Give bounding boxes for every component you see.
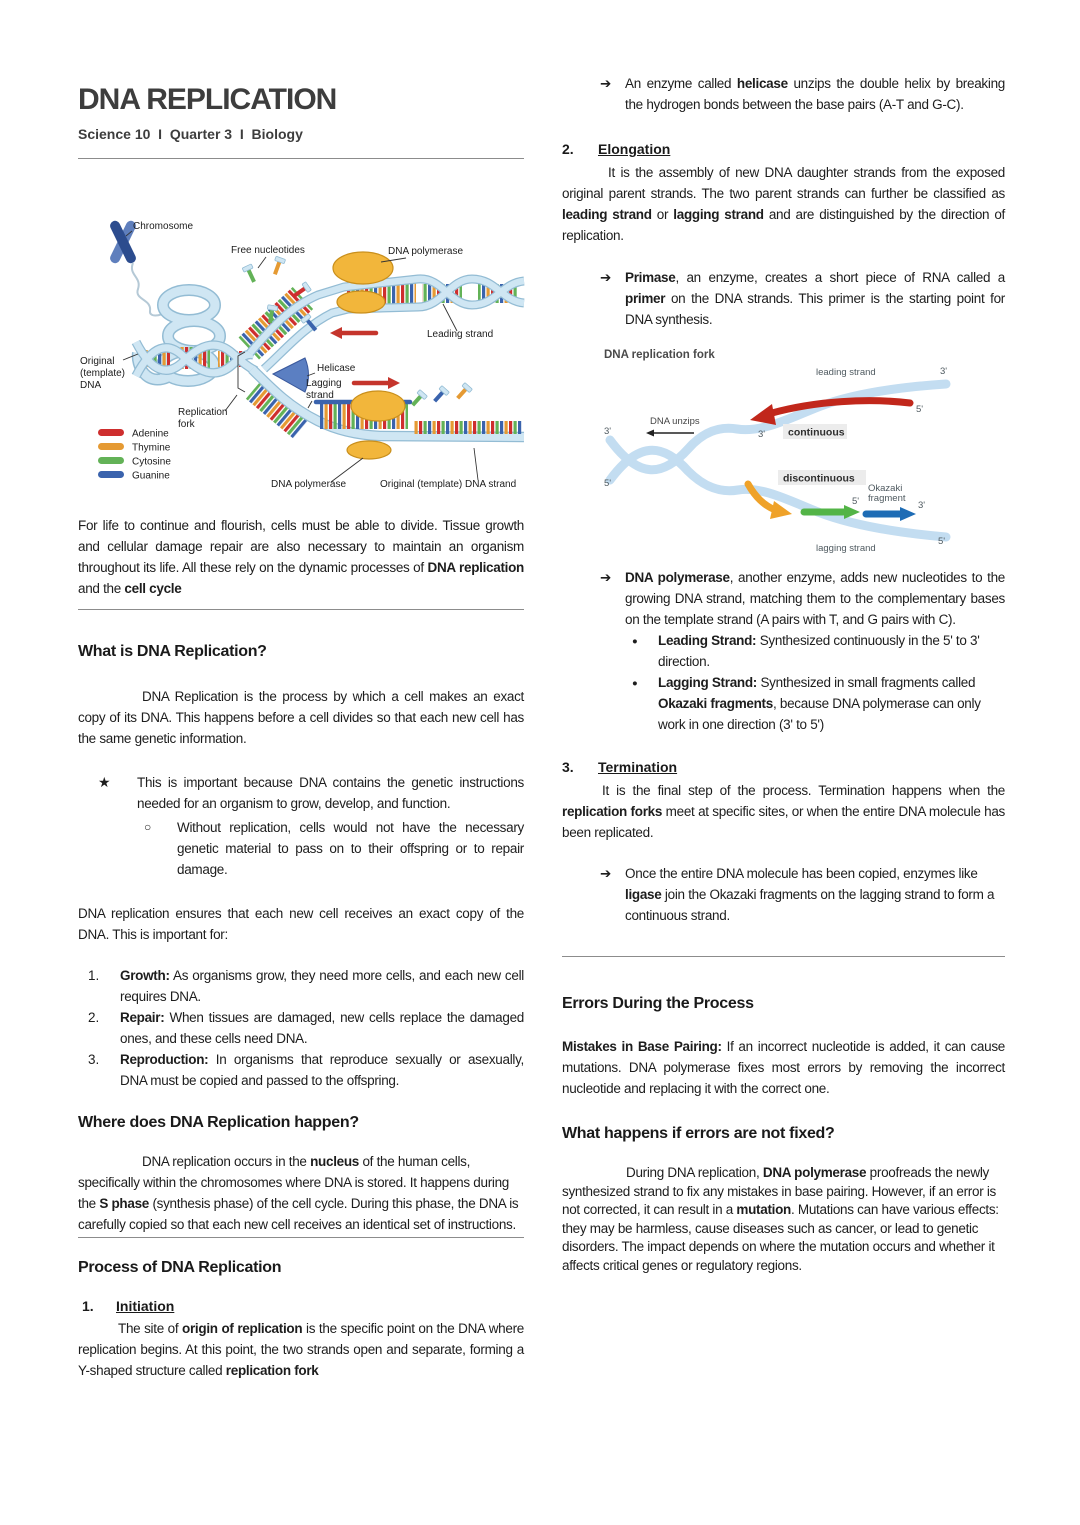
- leading-strand-branch: [239, 252, 524, 369]
- prime-label: 5': [604, 478, 612, 489]
- star-icon: ★: [98, 774, 111, 790]
- schematic-title: DNA replication fork: [604, 349, 715, 361]
- svg-text:fork: fork: [178, 419, 195, 430]
- left-column: [78, 0, 524, 1381]
- arrow-icon: ➔: [600, 76, 612, 91]
- direction-arrow-left: [330, 327, 376, 339]
- step-title: Elongation: [598, 141, 671, 157]
- prime-label: 3': [918, 500, 926, 511]
- prime-label: 5': [916, 404, 924, 415]
- dna-unzips-annotation: [646, 416, 700, 437]
- final-paragraph: During DNA replication, DNA polymerase proofreads the newly synthesized strand to fix any mistakes in base pairing. However, if an error is not corrected, it can result in a mutation. Mutations can have various effects: they may be harmless, cause diseases such as cancer, or lead to genetic disorders. The impact depends on where the mutation occurs and whether it affects critical genes or regulatory regions.: [562, 1165, 999, 1273]
- continuous-label: continuous: [788, 426, 845, 439]
- right-column: [562, 0, 1005, 1275]
- step-number: 3.: [562, 759, 574, 775]
- free-nucleotide: [409, 390, 427, 409]
- svg-text:fragment: fragment: [868, 493, 906, 504]
- dna-replication-illustration: [76, 205, 526, 497]
- numbered-item: 3. Reproduction: In organisms that reproduce sexually or asexually, DNA must be copied and passed to the offspring.: [78, 1049, 524, 1091]
- step-heading-termination: [562, 757, 1005, 777]
- pointer-line: [258, 257, 266, 268]
- original-strand-label: Original (template) DNA strand: [380, 479, 517, 490]
- svg-text:DNA: DNA: [80, 380, 102, 391]
- replication-fork-schematic: [600, 344, 1010, 559]
- lagging-strand-label: Lagging: [306, 378, 342, 389]
- dot-bullet-lagging: ● Lagging Strand: Synthesized in small fragments called Okazaki fragments, because DNA polymerase can only work in one direction (3' to 5'): [562, 672, 1005, 735]
- svg-text:Adenine: Adenine: [132, 428, 169, 440]
- circle-sub-bullet: ○ Without replication, cells would not have the necessary genetic material to pass on to their offspring or to repair damage.: [78, 817, 524, 880]
- leading-strand-label: leading strand: [816, 367, 876, 378]
- step-title: Termination: [598, 759, 678, 775]
- section-heading-notfixed: What happens if errors are not fixed?: [562, 1125, 835, 1142]
- page-subtitle: Science 10 I Quarter 3 I Biology: [78, 126, 303, 142]
- legend-chip-thymine: [98, 443, 124, 450]
- prime-label: 5': [938, 536, 946, 547]
- legend-chip-guanine: [98, 471, 124, 478]
- legend-chip-cytosine: [98, 457, 124, 464]
- section-heading-where: Where does DNA Replication happen?: [78, 1114, 359, 1131]
- dna-polymerase-blob-bottom: [351, 391, 405, 421]
- circle-icon: ○: [144, 820, 152, 834]
- prime-label: 3': [604, 426, 612, 437]
- step-number: 1.: [82, 1298, 94, 1314]
- initiation-paragraph: The site of origin of replication is the specific point on the DNA where replication begins. At this point, the two strands open and separate, forming a Y-shaped structure called replication fork: [78, 1321, 524, 1378]
- divider: [78, 609, 524, 610]
- mistakes-paragraph: Mistakes in Base Pairing: If an incorrect nucleotide is added, it can cause mutations. DNA polymerase fixes most errors by removing the incorrect nucleotide and replacing it with the correct one.: [562, 1039, 1006, 1096]
- page-title: DNA REPLICATION: [78, 83, 337, 116]
- item-number: 1.: [88, 968, 100, 983]
- direction-arrow-right: [354, 377, 400, 389]
- bullet-dot-icon: ●: [632, 678, 638, 689]
- chromosome-label: Chromosome: [133, 221, 194, 232]
- svg-text:strand: strand: [306, 390, 334, 401]
- arrow-bullet-polymerase: ➔ DNA polymerase, another enzyme, adds new nucleotides to the growing DNA strand, matching them to the complementary bases on the template strand (A pairs with T, and G pairs with C).: [562, 567, 1005, 630]
- continuous-arrow: [750, 401, 910, 425]
- svg-text:(template): (template): [80, 368, 126, 379]
- helicase-icon: [273, 358, 309, 392]
- step-title: Initiation: [116, 1298, 175, 1314]
- pointer-line: [474, 448, 478, 480]
- intro-paragraph: For life to continue and flourish, cells must be able to divide. Tissue growth and cellular damage repair are also necessary to maintain an organism throughout its life. All these rely on the dynamic processes of DNA replication and the cell cycle: [78, 518, 525, 596]
- numbered-item: 1. Growth: As organisms grow, they need more cells, and each new cell requires DNA.: [78, 965, 524, 1007]
- star-bullet: ★ This is important because DNA contains the genetic instructions needed for an organism to grow, develop, and function.: [98, 774, 524, 811]
- divider: [78, 1237, 524, 1238]
- original-dna-label: Original: [80, 356, 115, 367]
- svg-text:Cytosine: Cytosine: [132, 456, 171, 468]
- okazaki-label: Okazaki: [868, 483, 903, 494]
- step-heading-initiation: [78, 1296, 524, 1316]
- arrow-icon: ➔: [600, 866, 612, 881]
- svg-text:Thymine: Thymine: [132, 442, 171, 454]
- arrow-icon: ➔: [600, 270, 612, 285]
- free-nucleotide: [431, 386, 449, 405]
- svg-text:DNA unzips: DNA unzips: [650, 416, 700, 427]
- prime-label: 5': [852, 496, 860, 507]
- prime-label: 3': [940, 366, 948, 377]
- pointer-line: [443, 304, 457, 331]
- step-heading-elongation: [562, 139, 1005, 159]
- item-number: 3.: [88, 1052, 100, 1067]
- where-paragraph: DNA replication occurs in the nucleus of the human cells, specifically within the chromosomes where DNA is stored. It happens during the S phase (synthesis phase) of the cell cycle. During this phase, the DNA is carefully copied so that each new cell receives an identical set of instructions.: [78, 1154, 519, 1232]
- termination-paragraph: It is the final step of the process. Termination happens when the replication forks meet at specific sites, or when the entire DNA molecule has been replicated.: [562, 783, 1006, 840]
- helicase-label: Helicase: [317, 363, 356, 374]
- legend-chip-adenine: [98, 429, 124, 436]
- section-heading-errors: Errors During the Process: [562, 995, 754, 1012]
- item-number: 2.: [88, 1010, 100, 1025]
- arrow-bullet-helicase: ➔ An enzyme called helicase unzips the double helix by breaking the hydrogen bonds between the base pairs (A-T and G-C).: [562, 73, 1005, 115]
- arrow-bullet-ligase: ➔ Once the entire DNA molecule has been copied, enzymes like ligase join the Okazaki fragments on the lagging strand to form a continuous strand.: [562, 863, 1005, 926]
- divider: [78, 158, 524, 159]
- pointer-line: [308, 401, 312, 408]
- section-heading-process: Process of DNA Replication: [78, 1259, 282, 1276]
- free-nucleotides-label: Free nucleotides: [231, 245, 305, 256]
- base-legend: [98, 429, 171, 482]
- free-nucleotide: [454, 383, 472, 402]
- numbered-item: 2. Repair: When tissues are damaged, new cells replace the damaged ones, and these cells need DNA.: [78, 1007, 524, 1049]
- dna-polymerase-bottom-label: DNA polymerase: [271, 479, 347, 490]
- bullet-dot-icon: ●: [632, 636, 638, 647]
- ensures-paragraph: DNA replication ensures that each new cell receives an exact copy of the DNA. This is important for:: [78, 906, 524, 942]
- divider: [562, 956, 1005, 957]
- prime-label: 3': [758, 429, 766, 440]
- step-number: 2.: [562, 141, 574, 157]
- discontinuous-label: discontinuous: [783, 472, 855, 485]
- dna-polymerase-blob-top: [333, 252, 393, 284]
- what-paragraph: DNA Replication is the process by which a cell makes an exact copy of its DNA. This happens before a cell divides so that each new cell has the same genetic information.: [78, 689, 524, 746]
- dot-bullet-leading: ● Leading Strand: Synthesized continuously in the 5' to 3' direction.: [562, 630, 1005, 672]
- replication-fork-label: Replication: [178, 407, 228, 418]
- lagging-strand-label: lagging strand: [816, 543, 876, 554]
- dna-polymerase-top-label: DNA polymerase: [388, 246, 464, 257]
- elongation-paragraph: It is the assembly of new DNA daughter strands from the exposed original parent strands. The two parent strands can further be classified as leading strand or lagging strand and are distinguished by the direction of replication.: [562, 165, 1005, 243]
- arrow-bullet-primase: ➔ Primase, an enzyme, creates a short piece of RNA called a primer on the DNA strands. This primer is the starting point for DNA synthesis.: [562, 267, 1005, 330]
- svg-text:Guanine: Guanine: [132, 470, 170, 482]
- section-heading-what: What is DNA Replication?: [78, 643, 267, 660]
- leading-strand-label: Leading strand: [427, 329, 494, 340]
- arrow-icon: ➔: [600, 570, 612, 585]
